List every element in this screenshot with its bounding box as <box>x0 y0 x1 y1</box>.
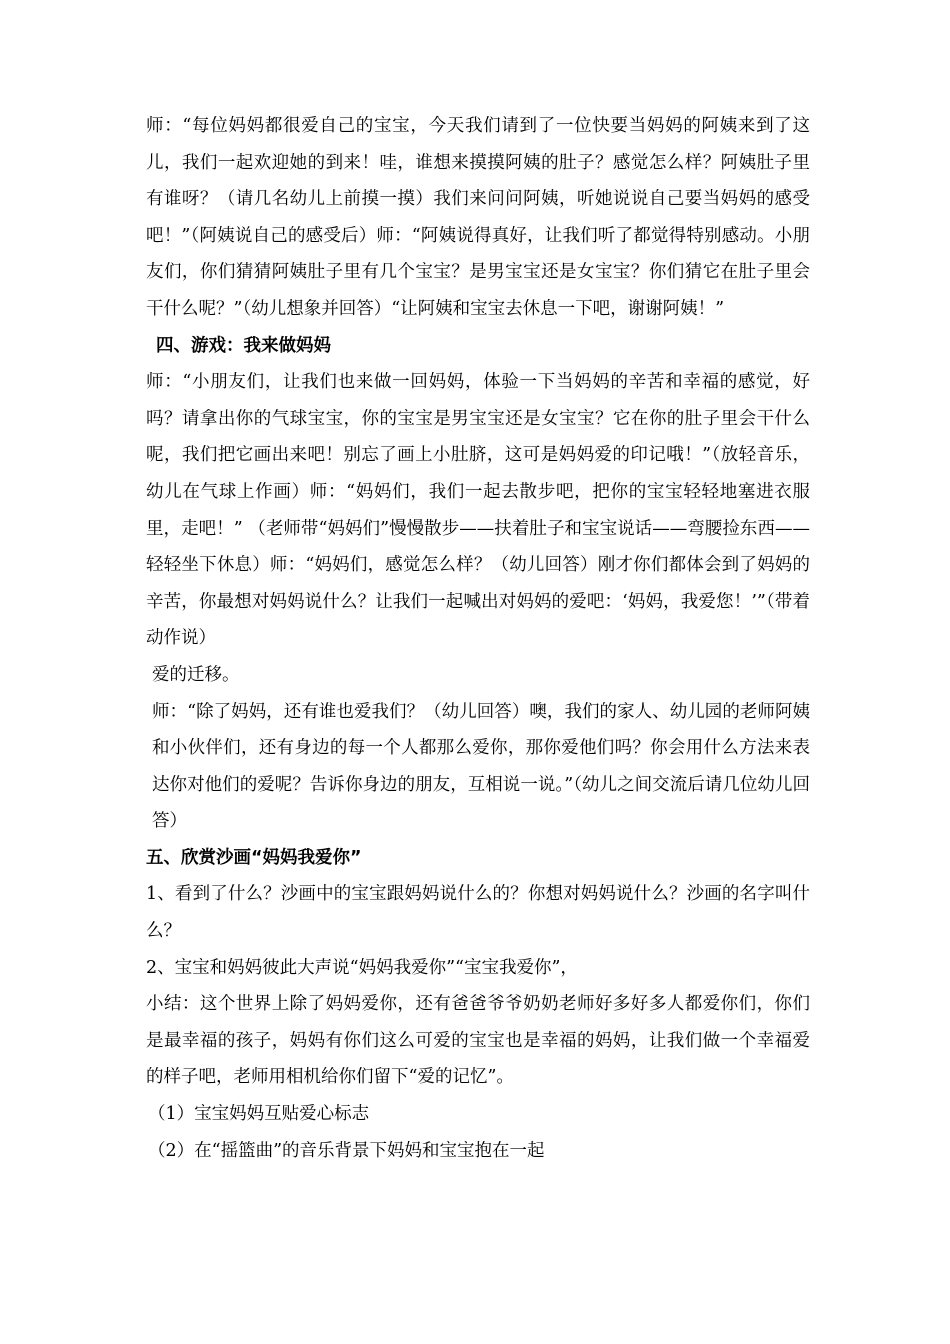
sub-item-2: （2）在“摇篮曲”的音乐背景下妈妈和宝宝抱在一起 <box>148 1140 545 1161</box>
paragraph-game-instructions: 师：“小朋友们，让我们也来做一回妈妈，体验一下当妈妈的辛苦和幸福的感觉，好吗？请拿出你的气球宝宝，你的宝宝是男宝宝还是女宝宝？它在你的肚子里会干什么呢，我们把它画出来吧！别忘了画上小肚脐，这可是妈妈爱的印记哦！”（放轻音乐，幼儿在气球上作画）师：“妈妈们，我们一起去散步吧，把你的宝宝轻轻地塞进衣服里，走吧！” （老师带“妈妈们”慢慢散步——扶着肚子和宝宝说话——弯腰捡东西——轻轻坐下休息）师：“妈妈们，感觉怎么样？（幼儿回答）刚才你们都体会到了妈妈的辛苦，你最想对妈妈说什么？让我们一起喊出对妈妈的爱吧：‘妈妈，我爱您！’”（带着动作说） <box>146 372 810 649</box>
paragraph-love-transfer: 师：“除了妈妈，还有谁也爱我们？（幼儿回答）噢，我们的家人、幼儿园的老师阿姨和小伙伴们，还有身边的每一个人都那么爱你，那你爱他们吗？你会用什么方法来表达你对他们的爱呢？告诉你身边的朋友，互相说一说。”（幼儿之间交流后请几位幼儿回答） <box>152 701 810 832</box>
paragraph-summary: 小结：这个世界上除了妈妈爱你，还有爸爸爷爷奶奶老师好多好多人都爱你们，你们是最幸福的孩子，妈妈有你们这么可爱的宝宝也是幸福的妈妈，让我们做一个幸福爱的样子吧，老师用相机给你们留下“爱的记忆”。 <box>146 994 810 1088</box>
document-body <box>146 108 810 1169</box>
list-item-sand-art-2: 2、宝宝和妈妈彼此大声说“妈妈我爱你”“宝宝我爱你”， <box>146 957 578 978</box>
section-heading-sand-art: 五、欣赏沙画“妈妈我爱你” <box>146 847 362 868</box>
sub-item-1: （1）宝宝妈妈互贴爱心标志 <box>148 1104 370 1125</box>
section-heading-game: 四、游戏：我来做妈妈 <box>156 335 331 356</box>
list-item-sand-art-1: 1、看到了什么？沙画中的宝宝跟妈妈说什么的？你想对妈妈说什么？沙画的名字叫什么？ <box>146 884 810 942</box>
paragraph-aunt-visit: 师：“每位妈妈都很爱自己的宝宝，今天我们请到了一位快要当妈妈的阿姨来到了这儿，我们一起欢迎她的到来！哇，谁想来摸摸阿姨的肚子？感觉怎么样？阿姨肚子里有谁呀？（请几名幼儿上前摸一摸）我们来问问阿姨，听她说说自己要当妈妈的感受吧！”（阿姨说自己的感受后）师：“阿姨说得真好，让我们听了都觉得特别感动。小朋友们，你们猜猜阿姨肚子里有几个宝宝？是男宝宝还是女宝宝？你们猜它在肚子里会干什么呢？”（幼儿想象并回答）“让阿姨和宝宝去休息一下吧，谢谢阿姨！” <box>146 116 810 319</box>
paragraph-love-transfer-title: 爱的迁移。 <box>152 664 240 685</box>
